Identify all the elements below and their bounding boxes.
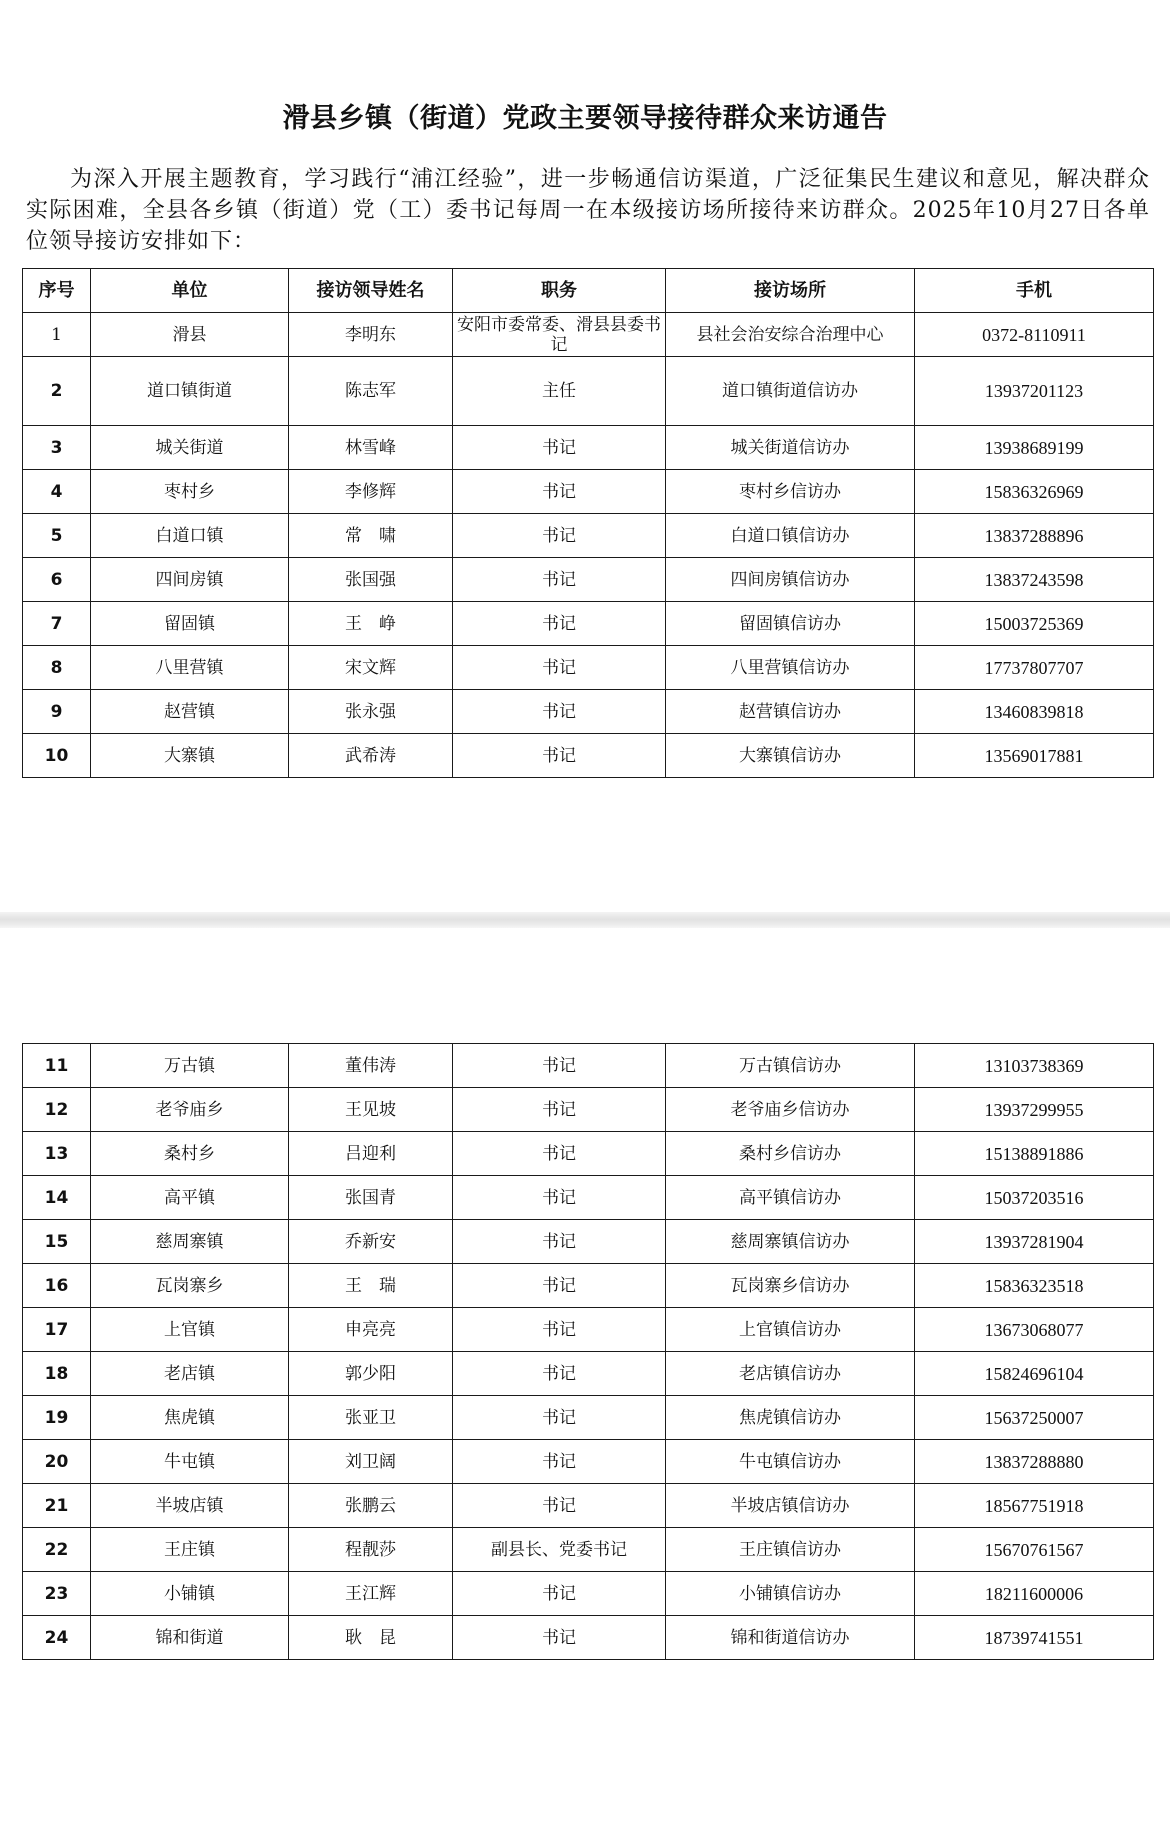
cell-phone: 13937281904 bbox=[915, 1220, 1154, 1264]
cell-post: 书记 bbox=[453, 734, 666, 778]
cell-unit: 慈周寨镇 bbox=[91, 1220, 289, 1264]
cell-leader-name: 李修辉 bbox=[289, 470, 453, 514]
cell-phone: 13937201123 bbox=[915, 357, 1154, 426]
table-row bbox=[23, 558, 1154, 602]
cell-unit: 高平镇 bbox=[91, 1176, 289, 1220]
table-row bbox=[23, 1264, 1154, 1308]
cell-post: 书记 bbox=[453, 1308, 666, 1352]
table-row bbox=[23, 646, 1154, 690]
cell-unit: 大寨镇 bbox=[91, 734, 289, 778]
cell-place: 白道口镇信访办 bbox=[666, 514, 915, 558]
cell-no: 19 bbox=[23, 1396, 91, 1440]
cell-place: 道口镇街道信访办 bbox=[666, 357, 915, 426]
cell-unit: 赵营镇 bbox=[91, 690, 289, 734]
cell-place: 大寨镇信访办 bbox=[666, 734, 915, 778]
cell-unit: 城关街道 bbox=[91, 426, 289, 470]
cell-place: 王庄镇信访办 bbox=[666, 1528, 915, 1572]
cell-no: 8 bbox=[23, 646, 91, 690]
cell-phone: 15138891886 bbox=[915, 1132, 1154, 1176]
cell-leader-name: 郭少阳 bbox=[289, 1352, 453, 1396]
cell-phone: 13569017881 bbox=[915, 734, 1154, 778]
cell-phone: 15836326969 bbox=[915, 470, 1154, 514]
table-row bbox=[23, 1572, 1154, 1616]
cell-post: 书记 bbox=[453, 558, 666, 602]
cell-place: 万古镇信访办 bbox=[666, 1044, 915, 1088]
cell-no: 23 bbox=[23, 1572, 91, 1616]
cell-leader-name: 王 峥 bbox=[289, 602, 453, 646]
cell-phone: 13837243598 bbox=[915, 558, 1154, 602]
cell-phone: 13460839818 bbox=[915, 690, 1154, 734]
cell-post: 书记 bbox=[453, 1484, 666, 1528]
cell-post: 书记 bbox=[453, 1132, 666, 1176]
table-row bbox=[23, 1616, 1154, 1660]
page-title: 滑县乡镇（街道）党政主要领导接待群众来访通告 bbox=[282, 103, 888, 134]
table-row bbox=[23, 514, 1154, 558]
cell-no: 24 bbox=[23, 1616, 91, 1660]
cell-no: 20 bbox=[23, 1440, 91, 1484]
table-row bbox=[23, 1044, 1154, 1088]
cell-no: 13 bbox=[23, 1132, 91, 1176]
table-row bbox=[23, 313, 1154, 357]
cell-unit: 半坡店镇 bbox=[91, 1484, 289, 1528]
cell-leader-name: 宋文辉 bbox=[289, 646, 453, 690]
cell-unit: 王庄镇 bbox=[91, 1528, 289, 1572]
cell-post: 书记 bbox=[453, 1264, 666, 1308]
cell-leader-name: 刘卫阔 bbox=[289, 1440, 453, 1484]
cell-leader-name: 武希涛 bbox=[289, 734, 453, 778]
cell-post: 书记 bbox=[453, 1572, 666, 1616]
cell-post: 书记 bbox=[453, 646, 666, 690]
cell-place: 高平镇信访办 bbox=[666, 1176, 915, 1220]
cell-no: 18 bbox=[23, 1352, 91, 1396]
cell-phone: 13837288880 bbox=[915, 1440, 1154, 1484]
cell-post: 书记 bbox=[453, 1440, 666, 1484]
cell-leader-name: 乔新安 bbox=[289, 1220, 453, 1264]
cell-no: 1 bbox=[23, 313, 91, 357]
cell-post: 书记 bbox=[453, 514, 666, 558]
cell-place: 慈周寨镇信访办 bbox=[666, 1220, 915, 1264]
cell-leader-name: 董伟涛 bbox=[289, 1044, 453, 1088]
cell-post: 书记 bbox=[453, 690, 666, 734]
header-no: 序号 bbox=[23, 269, 91, 313]
cell-phone: 17737807707 bbox=[915, 646, 1154, 690]
cell-no: 21 bbox=[23, 1484, 91, 1528]
cell-no: 9 bbox=[23, 690, 91, 734]
cell-leader-name: 常 啸 bbox=[289, 514, 453, 558]
cell-unit: 瓦岗寨乡 bbox=[91, 1264, 289, 1308]
cell-post: 书记 bbox=[453, 602, 666, 646]
cell-place: 半坡店镇信访办 bbox=[666, 1484, 915, 1528]
cell-leader-name: 王江辉 bbox=[289, 1572, 453, 1616]
table-row bbox=[23, 1308, 1154, 1352]
cell-post: 书记 bbox=[453, 1396, 666, 1440]
table-row bbox=[23, 1528, 1154, 1572]
cell-place: 赵营镇信访办 bbox=[666, 690, 915, 734]
cell-post: 书记 bbox=[453, 1352, 666, 1396]
cell-leader-name: 吕迎利 bbox=[289, 1132, 453, 1176]
cell-no: 17 bbox=[23, 1308, 91, 1352]
cell-post: 副县长、党委书记 bbox=[453, 1528, 666, 1572]
cell-place: 枣村乡信访办 bbox=[666, 470, 915, 514]
cell-place: 锦和街道信访办 bbox=[666, 1616, 915, 1660]
header-phone: 手机 bbox=[915, 269, 1154, 313]
cell-unit: 枣村乡 bbox=[91, 470, 289, 514]
cell-unit: 万古镇 bbox=[91, 1044, 289, 1088]
intro-paragraph: 为深入开展主题教育，学习践行“浦江经验”，进一步畅通信访渠道，广泛征集民生建议和意见，解决群众实际困难，全县各乡镇（街道）党（工）委书记每周一在本级接访场所接待来访群众。2025年10月27日各单位领导接访安排如下： bbox=[26, 167, 1150, 254]
table-row bbox=[23, 1440, 1154, 1484]
cell-place: 焦虎镇信访办 bbox=[666, 1396, 915, 1440]
table-row bbox=[23, 690, 1154, 734]
cell-post: 书记 bbox=[453, 1044, 666, 1088]
cell-phone: 18567751918 bbox=[915, 1484, 1154, 1528]
cell-leader-name: 耿 昆 bbox=[289, 1616, 453, 1660]
cell-phone: 13937299955 bbox=[915, 1088, 1154, 1132]
cell-no: 22 bbox=[23, 1528, 91, 1572]
cell-unit: 牛屯镇 bbox=[91, 1440, 289, 1484]
cell-no: 3 bbox=[23, 426, 91, 470]
cell-unit: 上官镇 bbox=[91, 1308, 289, 1352]
cell-phone: 18739741551 bbox=[915, 1616, 1154, 1660]
table-row bbox=[23, 1352, 1154, 1396]
cell-post: 书记 bbox=[453, 1220, 666, 1264]
cell-place: 老爷庙乡信访办 bbox=[666, 1088, 915, 1132]
table-row bbox=[23, 1396, 1154, 1440]
cell-no: 2 bbox=[23, 357, 91, 426]
cell-leader-name: 张国强 bbox=[289, 558, 453, 602]
table-row bbox=[23, 1132, 1154, 1176]
table-row bbox=[23, 426, 1154, 470]
header-place: 接访场所 bbox=[666, 269, 915, 313]
cell-unit: 滑县 bbox=[91, 313, 289, 357]
table-header-row bbox=[23, 269, 1154, 313]
cell-leader-name: 林雪峰 bbox=[289, 426, 453, 470]
header-post: 职务 bbox=[453, 269, 666, 313]
cell-phone: 15670761567 bbox=[915, 1528, 1154, 1572]
cell-post: 书记 bbox=[453, 470, 666, 514]
table-row bbox=[23, 1484, 1154, 1528]
cell-phone: 15836323518 bbox=[915, 1264, 1154, 1308]
cell-post: 安阳市委常委、滑县县委书记 bbox=[453, 313, 666, 357]
cell-place: 小铺镇信访办 bbox=[666, 1572, 915, 1616]
cell-phone: 15037203516 bbox=[915, 1176, 1154, 1220]
cell-leader-name: 程靓莎 bbox=[289, 1528, 453, 1572]
cell-leader-name: 张鹏云 bbox=[289, 1484, 453, 1528]
cell-unit: 留固镇 bbox=[91, 602, 289, 646]
table-row bbox=[23, 357, 1154, 426]
cell-phone: 0372-8110911 bbox=[915, 313, 1154, 357]
cell-unit: 焦虎镇 bbox=[91, 1396, 289, 1440]
cell-leader-name: 王见坡 bbox=[289, 1088, 453, 1132]
cell-unit: 小铺镇 bbox=[91, 1572, 289, 1616]
cell-no: 7 bbox=[23, 602, 91, 646]
cell-post: 书记 bbox=[453, 1616, 666, 1660]
cell-no: 11 bbox=[23, 1044, 91, 1088]
cell-post: 主任 bbox=[453, 357, 666, 426]
header-unit: 单位 bbox=[91, 269, 289, 313]
cell-phone: 13103738369 bbox=[915, 1044, 1154, 1088]
cell-phone: 13673068077 bbox=[915, 1308, 1154, 1352]
cell-unit: 老店镇 bbox=[91, 1352, 289, 1396]
header-name: 接访领导姓名 bbox=[289, 269, 453, 313]
table-row bbox=[23, 470, 1154, 514]
cell-leader-name: 陈志军 bbox=[289, 357, 453, 426]
cell-no: 12 bbox=[23, 1088, 91, 1132]
table-row bbox=[23, 734, 1154, 778]
cell-post: 书记 bbox=[453, 426, 666, 470]
cell-phone: 13938689199 bbox=[915, 426, 1154, 470]
cell-leader-name: 李明东 bbox=[289, 313, 453, 357]
table-row bbox=[23, 1088, 1154, 1132]
cell-unit: 白道口镇 bbox=[91, 514, 289, 558]
reception-table-page-2 bbox=[22, 1043, 1154, 1660]
cell-no: 14 bbox=[23, 1176, 91, 1220]
cell-no: 15 bbox=[23, 1220, 91, 1264]
cell-unit: 四间房镇 bbox=[91, 558, 289, 602]
cell-unit: 八里营镇 bbox=[91, 646, 289, 690]
cell-no: 16 bbox=[23, 1264, 91, 1308]
cell-post: 书记 bbox=[453, 1088, 666, 1132]
cell-place: 上官镇信访办 bbox=[666, 1308, 915, 1352]
cell-place: 牛屯镇信访办 bbox=[666, 1440, 915, 1484]
cell-no: 6 bbox=[23, 558, 91, 602]
cell-place: 县社会治安综合治理中心 bbox=[666, 313, 915, 357]
cell-place: 老店镇信访办 bbox=[666, 1352, 915, 1396]
cell-no: 4 bbox=[23, 470, 91, 514]
cell-unit: 锦和街道 bbox=[91, 1616, 289, 1660]
cell-unit: 桑村乡 bbox=[91, 1132, 289, 1176]
cell-leader-name: 申亮亮 bbox=[289, 1308, 453, 1352]
cell-leader-name: 王 瑞 bbox=[289, 1264, 453, 1308]
cell-post: 书记 bbox=[453, 1176, 666, 1220]
cell-phone: 15637250007 bbox=[915, 1396, 1154, 1440]
table-row bbox=[23, 1176, 1154, 1220]
cell-leader-name: 张永强 bbox=[289, 690, 453, 734]
table-row bbox=[23, 1220, 1154, 1264]
cell-place: 城关街道信访办 bbox=[666, 426, 915, 470]
cell-place: 瓦岗寨乡信访办 bbox=[666, 1264, 915, 1308]
cell-leader-name: 张国青 bbox=[289, 1176, 453, 1220]
cell-no: 10 bbox=[23, 734, 91, 778]
cell-place: 四间房镇信访办 bbox=[666, 558, 915, 602]
cell-place: 留固镇信访办 bbox=[666, 602, 915, 646]
table-row bbox=[23, 602, 1154, 646]
cell-no: 5 bbox=[23, 514, 91, 558]
cell-unit: 道口镇街道 bbox=[91, 357, 289, 426]
cell-phone: 18211600006 bbox=[915, 1572, 1154, 1616]
cell-unit: 老爷庙乡 bbox=[91, 1088, 289, 1132]
cell-place: 桑村乡信访办 bbox=[666, 1132, 915, 1176]
cell-phone: 15003725369 bbox=[915, 602, 1154, 646]
cell-leader-name: 张亚卫 bbox=[289, 1396, 453, 1440]
cell-phone: 13837288896 bbox=[915, 514, 1154, 558]
reception-table-page-1 bbox=[22, 268, 1154, 778]
page-separator bbox=[0, 912, 1170, 928]
cell-place: 八里营镇信访办 bbox=[666, 646, 915, 690]
cell-phone: 15824696104 bbox=[915, 1352, 1154, 1396]
